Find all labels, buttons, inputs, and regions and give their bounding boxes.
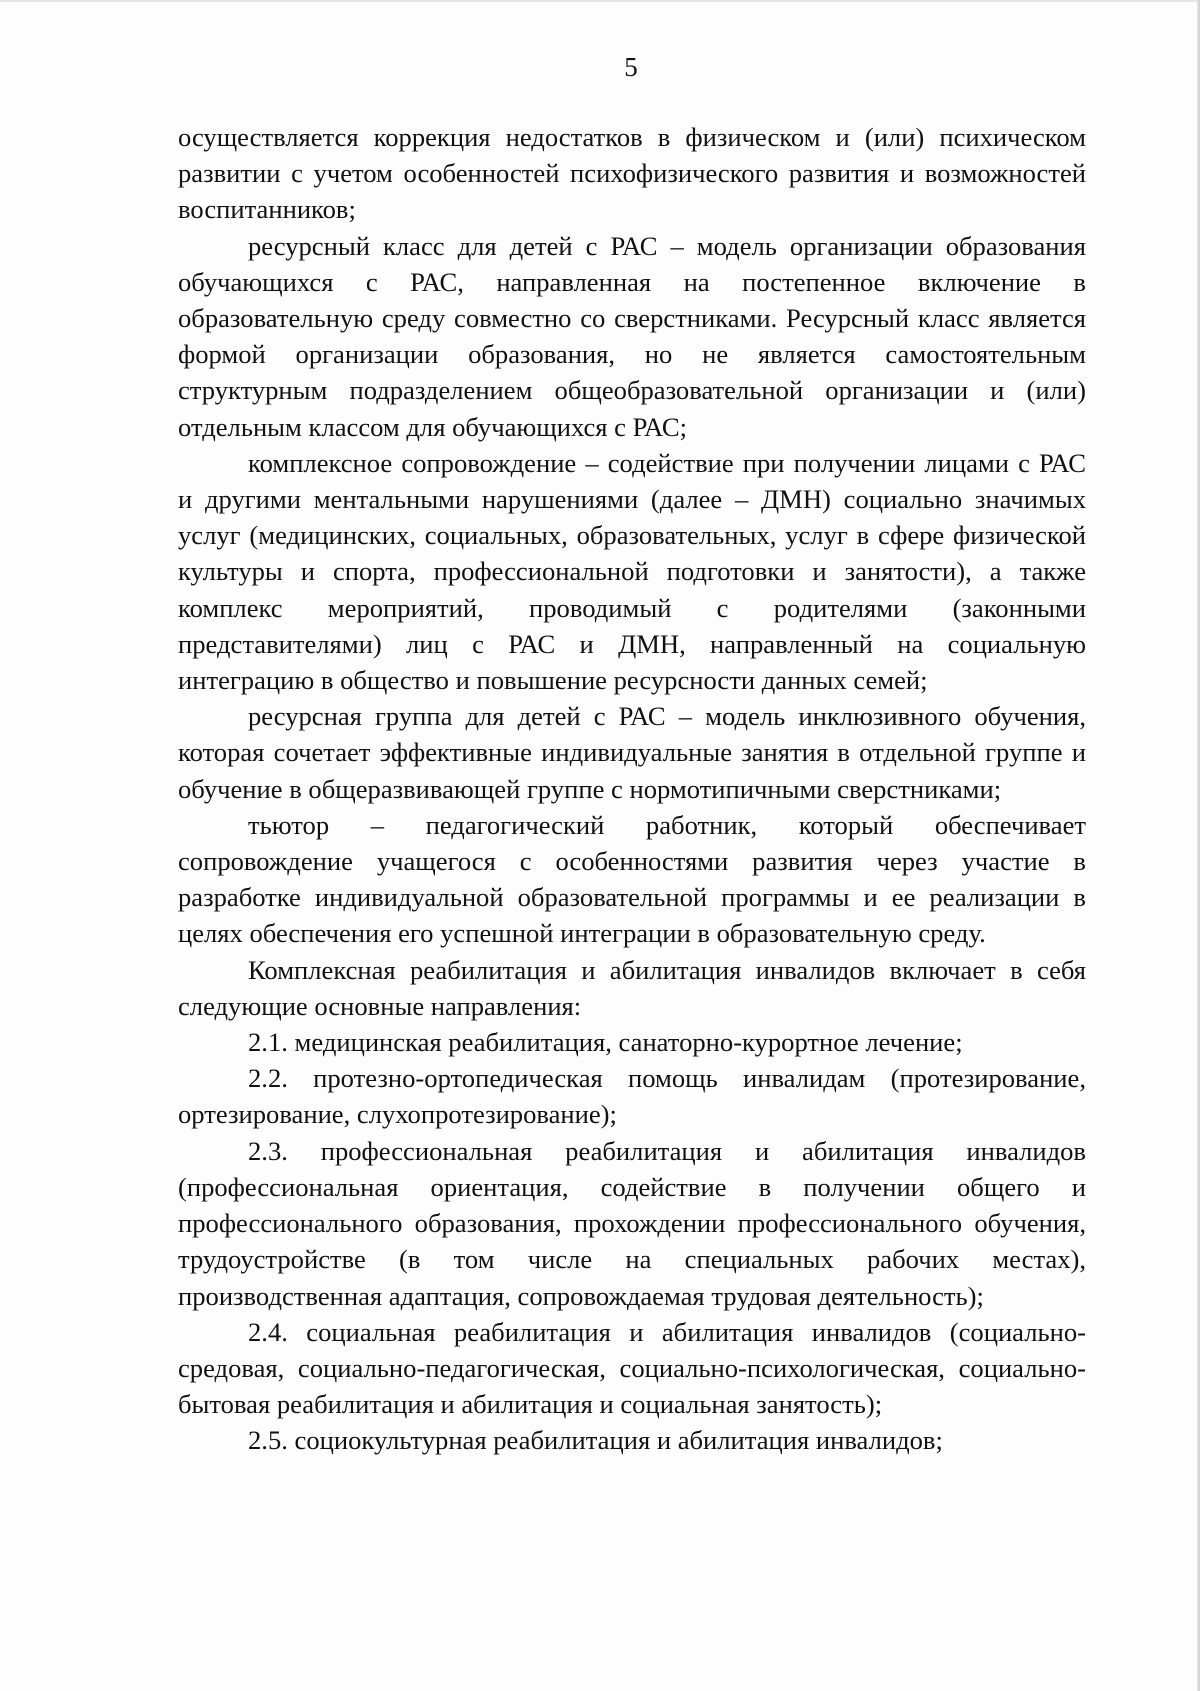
list-item-2-2: 2.2. протезно-ортопедическая помощь инвалидам (протезирование, ортезирование, слухопротезирование); <box>178 1063 1086 1130</box>
page-number: 5 <box>624 52 638 82</box>
list-item-2-1: 2.1. медицинская реабилитация, санаторно-курортное лечение; <box>248 1027 963 1058</box>
paragraph-rehab-intro: Комплексная реабилитация и абилитация инвалидов включает в себя следующие основные направления: <box>178 954 1086 1021</box>
paragraph-tutor: тьютор – педагогический работник, который обеспечивает сопровождение учащегося с особенностями развития через участие в разработке индивидуальной образовательной программы и ее реализации в целях обеспечения его успешной интеграции в образовательную среду. <box>178 809 1086 949</box>
document-body <box>178 119 1086 1459</box>
list-item-2-4: 2.4. социальная реабилитация и абилитация инвалидов (социально-средовая, социально-педагогическая, социально-психологическая, социально-бытовая реабилитация и абилитация и социальная занятость); <box>178 1316 1086 1420</box>
list-item-2-5: 2.5. социокультурная реабилитация и абилитация инвалидов; <box>248 1425 943 1456</box>
paragraph-complex-support: комплексное сопровождение – содействие при получении лицами с РАС и другими ментальными нарушениями (далее – ДМН) социально значимых услуг (медицинских, социальных, образовательных, услуг в сфере физической культуры и спорта, профессиональной подготовки и занятости), а также комплекс мероприятий, проводимый с родителями (законными представителями) лиц с РАС и ДМН, направленный на социальную интеграцию в общество и повышение ресурсности данных семей; <box>178 447 1086 696</box>
list-item-2-3: 2.3. профессиональная реабилитация и абилитация инвалидов (профессиональная ориентация, содействие в получении общего и профессионального образования, прохождении профессионального обучения, трудоустройстве (в том числе на специальных рабочих местах), производственная адаптация, сопровождаемая трудовая деятельность); <box>178 1135 1086 1311</box>
paragraph-resource-group: ресурсная группа для детей с РАС – модель инклюзивного обучения, которая сочетает эффективные индивидуальные занятия в отдельной группе и обучение в общеразвивающей группе с нормотипичными сверстниками; <box>178 701 1086 804</box>
paragraph-continuation: осуществляется коррекция недостатков в физическом и (или) психическом развитии с учетом особенностей психофизического развития и возможностей воспитанников; <box>178 122 1086 225</box>
paragraph-resource-class: ресурсный класс для детей с РАС – модель организации образования обучающихся с РАС, направленная на постепенное включение в образовательную среду совместно со сверстниками. Ресурсный класс является формой организации образования, но не является самостоятельным структурным подразделением общеобразовательной организации и (или) отдельным классом для обучающихся с РАС; <box>178 230 1086 442</box>
scan-top-edge <box>0 0 1200 2</box>
